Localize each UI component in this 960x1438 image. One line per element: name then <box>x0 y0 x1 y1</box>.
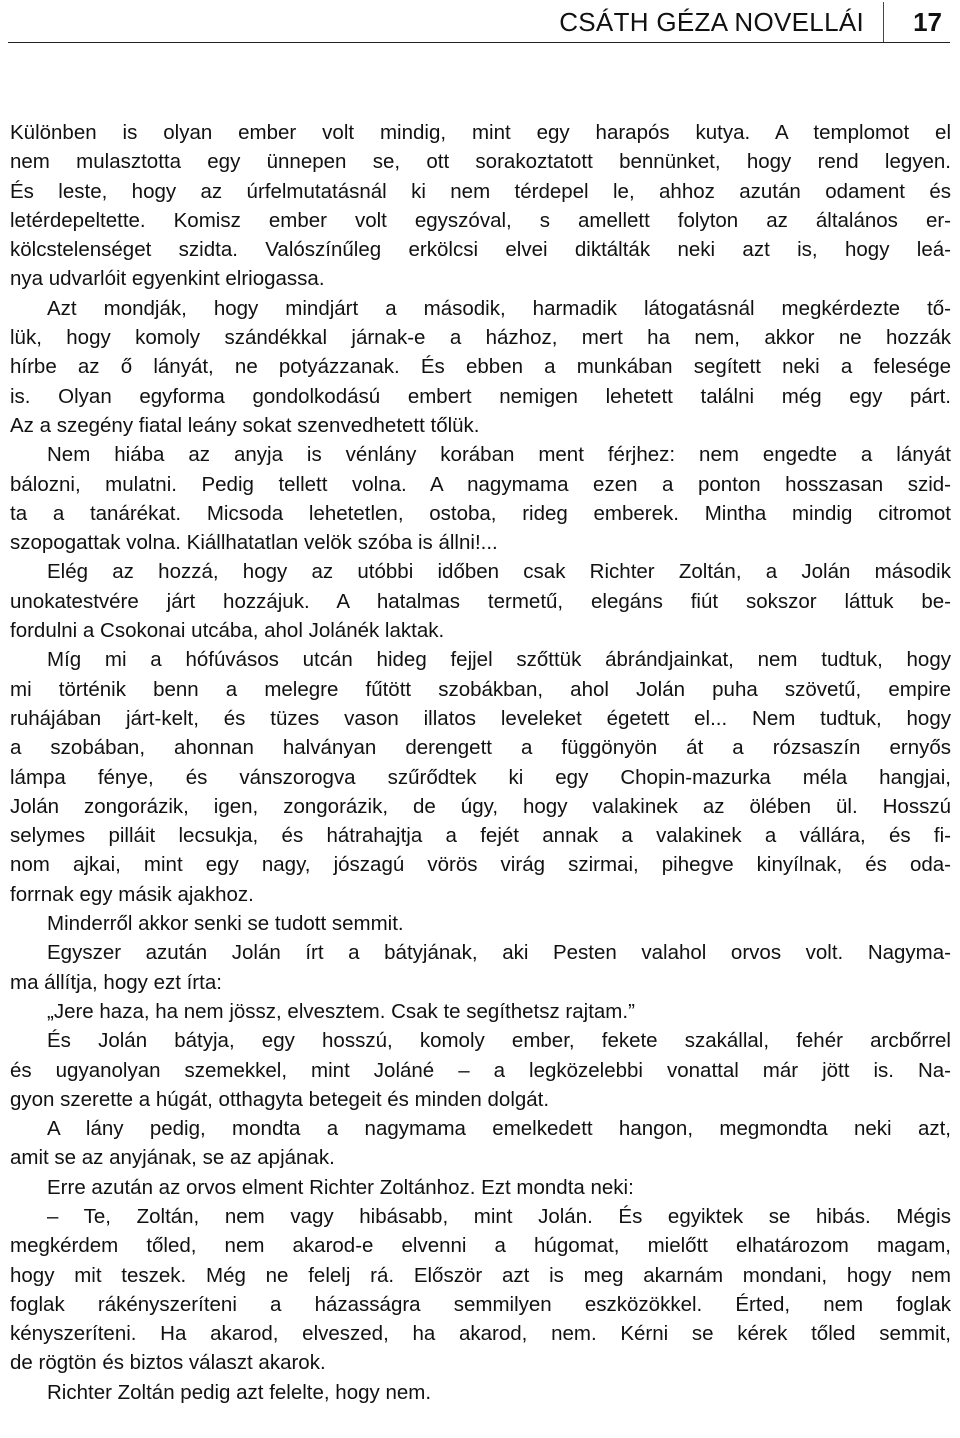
text-line: ruhájában járt-kelt, és tüzes vason illatos leveleket égetett el... Nem tudtuk, hogy <box>10 706 951 730</box>
text-line: Különben is olyan ember volt mindig, mint egy harapós kutya. A templomot el <box>10 121 951 144</box>
text-line: nem mulasztotta egy ünnepen se, ott sorakoztatott bennünket, hogy rend legyen. <box>10 150 951 174</box>
text-line: de rögtön és biztos választ akarok. <box>10 1351 326 1375</box>
text-line: kölcstelenséget szidta. Valószínűleg erkölcsi elvei diktálták neki azt is, hogy leá- <box>10 238 951 262</box>
paragraph <box>10 557 951 645</box>
paragraph <box>10 1026 951 1114</box>
text-line: ta a tanárékat. Micsoda lehetetlen, ostoba, rideg emberek. Mintha mindig citromot <box>10 501 951 525</box>
text-line: amit se az anyjának, se az apjának. <box>10 1146 335 1170</box>
text-line: mi történik benn a melegre fűtött szobákban, ahol Jolán puha szövetű, empire <box>10 677 951 701</box>
running-header-title: CSÁTH GÉZA NOVELLÁI <box>559 7 864 37</box>
paragraph <box>10 909 951 938</box>
text-line: Az a szegény fiatal leány sokat szenvedhetett tőlük. <box>10 413 480 437</box>
paragraph <box>10 440 951 557</box>
paragraph <box>10 118 951 294</box>
paragraph <box>10 997 951 1026</box>
text-line: bálozni, mulatni. Pedig tellett volna. A nagymama ezen a ponton hosszasan szid- <box>10 472 951 496</box>
text-line: unokatestvére járt hozzájuk. A hatalmas termetű, elegáns fiút sokszor láttuk be- <box>10 589 951 613</box>
paragraph <box>10 1173 951 1202</box>
text-line: „Jere haza, ha nem jössz, elvesztem. Csak te segíthetsz rajtam.” <box>47 999 635 1023</box>
text-line: selymes pilláit lecsukja, és hátrahajtja a fejét annak a valakinek a vállára, és fi- <box>10 824 951 848</box>
text-line: lük, hogy komoly szándékkal járnak-e a házhoz, mert ha nem, akkor ne hozzák <box>10 326 951 350</box>
paragraph <box>10 645 951 909</box>
text-line: forrnak egy másik ajakhoz. <box>10 882 254 906</box>
text-line: Egyszer azután Jolán írt a bátyjának, aki Pesten valahol orvos volt. Nagyma- <box>47 941 951 965</box>
text-line: Míg mi a hófúvásos utcán hideg fejjel szőttük ábrándjainkat, nem tudtuk, hogy <box>47 648 951 672</box>
story-body <box>10 118 951 1407</box>
text-line: nom ajkai, mint egy nagy, jószagú vörös virág szirmai, pihegve kinyílnak, és oda- <box>10 853 951 877</box>
text-line: ma állítja, hogy ezt írta: <box>10 970 222 994</box>
text-line: A lány pedig, mondta a nagymama emelkedett hangon, megmondta neki azt, <box>47 1117 951 1141</box>
text-line: lámpa fénye, és vánszorogva szűrődtek ki egy Chopin-mazurka méla hangjai, <box>10 765 951 789</box>
text-line: nya udvarlóit egyenkint elriogassa. <box>10 267 325 291</box>
text-line: Azt mondják, hogy mindjárt a második, harmadik látogatásnál megkérdezte tő- <box>47 296 951 320</box>
text-line: és ugyanolyan szemekkel, mint Joláné – a legközelebbi vonattal már jött is. Na- <box>10 1058 951 1082</box>
text-line: És Jolán bátyja, egy hosszú, komoly ember, fekete szakállal, fehér arcbőrrel <box>47 1029 951 1053</box>
text-line: fordulni a Csokonai utcába, ahol Jolánék laktak. <box>10 619 445 643</box>
text-line: És leste, hogy az úrfelmutatásnál ki nem térdepel le, ahhoz azután odament és <box>10 179 951 203</box>
text-line: – Te, Zoltán, nem vagy hibásabb, mint Jolán. És egyiktek se hibás. Mégis <box>47 1204 951 1228</box>
text-line: hírbe az ő lányát, ne potyázzanak. És ebben a munkában segített neki a felesége <box>10 355 951 379</box>
text-line: Elég az hozzá, hogy az utóbbi időben csak Richter Zoltán, a Jolán második <box>47 560 951 584</box>
text-line: Richter Zoltán pedig azt felelte, hogy nem. <box>47 1380 432 1404</box>
paragraph <box>10 1114 951 1173</box>
text-line: Erre azután az orvos elment Richter Zoltánhoz. Ezt mondta neki: <box>47 1175 634 1199</box>
paragraph <box>10 1202 951 1378</box>
text-line: hogy mit teszek. Még ne felelj rá. Először azt is meg akarnám mondani, hogy nem <box>10 1263 951 1287</box>
header-divider <box>883 2 884 42</box>
text-line: Minderről akkor senki se tudott semmit. <box>47 912 404 936</box>
paragraph <box>10 1378 951 1407</box>
text-line: is. Olyan egyforma gondolkodású embert nemigen lehetett találni még egy párt. <box>10 384 951 408</box>
paragraph <box>10 938 951 997</box>
text-line: letérdepeltette. Komisz ember volt egyszóval, s amellett folyton az általános er- <box>10 208 951 232</box>
text-line: szopogattak volna. Kiállhatatlan velök szóba is állni!... <box>10 531 498 555</box>
text-line: Jolán zongorázik, igen, zongorázik, de úgy, hogy valakinek az ölében ül. Hosszú <box>10 794 951 818</box>
text-line: foglak rákényszeríteni a házasságra semmilyen eszközökkel. Érted, nem foglak <box>10 1292 951 1316</box>
text-line: kényszeríteni. Ha akarod, elveszed, ha akarod, nem. Kérni se kérek tőled semmit, <box>10 1322 951 1346</box>
text-line: gyon szerette a húgát, otthagyta betegeit és minden dolgát. <box>10 1087 550 1111</box>
page-header <box>8 0 950 43</box>
page-number: 17 <box>913 7 942 37</box>
text-line: Nem hiába az anyja is vénlány korában ment férjhez: nem engedte a lányát <box>47 443 951 467</box>
text-line: a szobában, ahonnan halványan derengett a függönyön át a rózsaszín ernyős <box>10 736 951 760</box>
text-line: megkérdem tőled, nem akarod-e elvenni a húgomat, mielőtt elhatározom magam, <box>10 1234 951 1258</box>
paragraph <box>10 294 951 440</box>
